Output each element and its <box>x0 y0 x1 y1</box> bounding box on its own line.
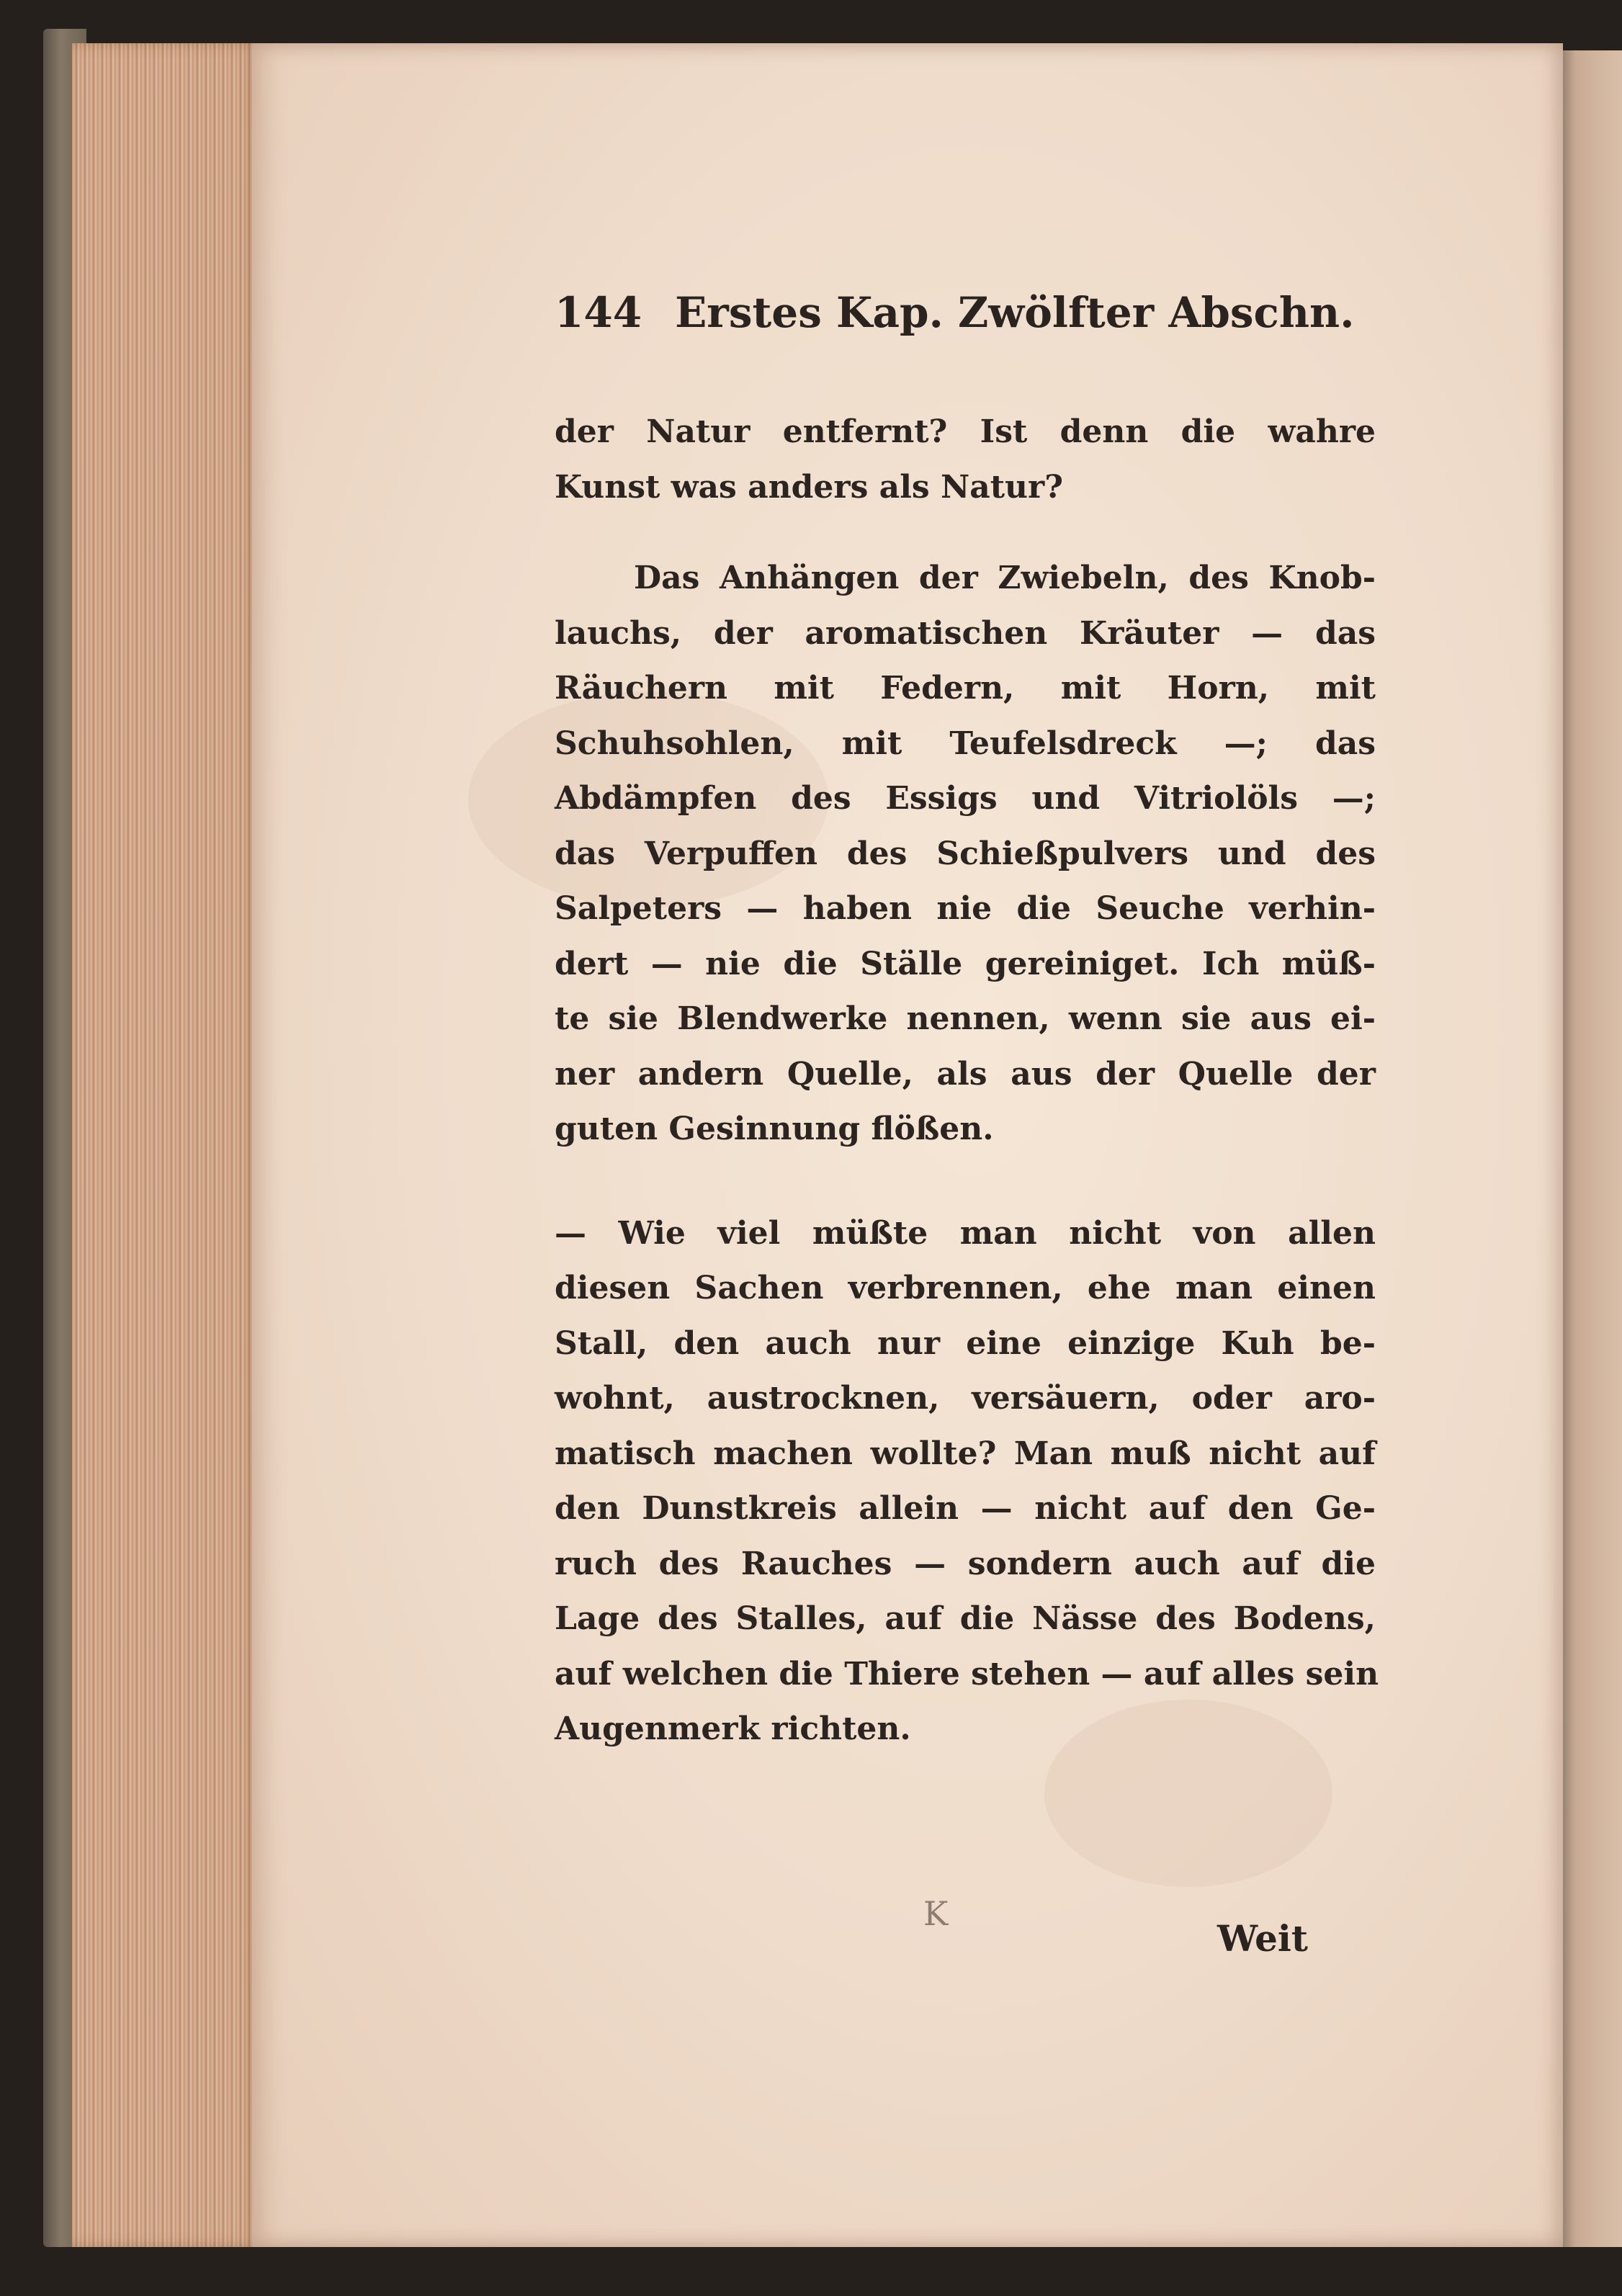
text-line: Kunst was anders als Natur? <box>555 468 1063 506</box>
text-line: Räuchern mit Federn, mit Horn, mit <box>555 670 1376 707</box>
text-line: wohnt, austrocknen, versäuern, oder aro- <box>555 1380 1376 1417</box>
text-line: matisch machen wollte? Man muß nicht auf <box>555 1435 1376 1472</box>
page-edges <box>72 43 259 2247</box>
text-line: Augenmerk richten. <box>555 1710 911 1747</box>
text-line: Schuhsohlen, mit Teufelsdreck —; das <box>555 725 1376 762</box>
text-line: Lage des Stalles, auf die Nässe des Bodens, <box>555 1600 1376 1637</box>
signature-mark: K <box>923 1894 949 1933</box>
text-line: Salpeters — haben nie die Seuche verhin- <box>555 890 1376 927</box>
text-line: lauchs, der aromatischen Kräuter — das <box>555 614 1376 652</box>
text-line: auf welchen die Thiere stehen — auf alles sein <box>555 1655 1379 1692</box>
page-number: 144 <box>555 288 642 337</box>
catchword: Weit <box>1217 1917 1308 1960</box>
text-line: guten Gesinnung flößen. <box>555 1111 994 1147</box>
text-line: der Natur entfernt? Ist denn die wahre <box>555 413 1376 450</box>
facing-page-edge <box>1556 50 1622 2247</box>
text-line: Stall, den auch nur eine einzige Kuh be- <box>555 1324 1376 1362</box>
text-line: dert — nie die Ställe gereiniget. Ich müß- <box>555 945 1376 982</box>
text-line: ruch des Rauches — sondern auch auf die <box>555 1545 1376 1582</box>
page-body <box>555 405 1379 1757</box>
text-line: den Dunstkreis allein — nicht auf den Ge- <box>555 1490 1376 1527</box>
running-head-title: Erstes Kap. Zwölfter Abschn. <box>675 288 1355 337</box>
paragraph-3 <box>555 1206 1379 1757</box>
text-line: Abdämpfen des Essigs und Vitriolöls —; <box>555 780 1376 817</box>
running-header <box>555 288 1383 346</box>
text-line: te sie Blendwerke nennen, wenn sie aus ei- <box>555 1000 1376 1037</box>
paragraph-2 <box>555 551 1376 1157</box>
text-line: das Verpuffen des Schießpulvers und des <box>555 835 1376 872</box>
text-line: ner andern Quelle, als aus der Quelle der <box>555 1055 1376 1093</box>
text-line: diesen Sachen verbrennen, ehe man einen <box>555 1270 1376 1306</box>
text-line: Das Anhängen der Zwiebeln, des Knob- <box>634 560 1376 596</box>
text-line: — Wie viel müßte man nicht von allen <box>555 1214 1376 1252</box>
paragraph-1 <box>555 405 1376 515</box>
